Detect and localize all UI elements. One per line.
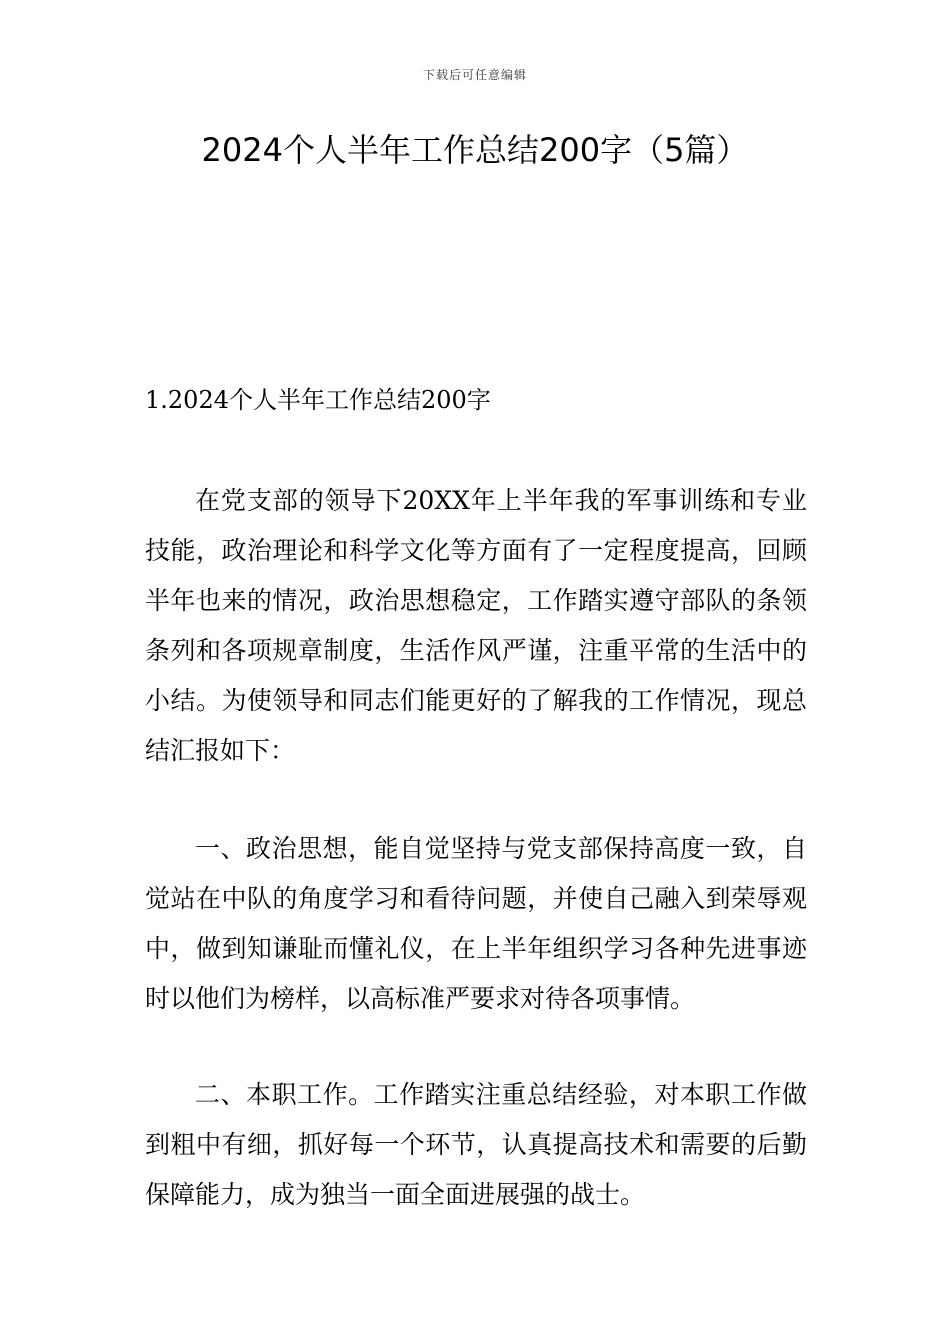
paragraph-political: 一、政治思想，能自觉坚持与党支部保持高度一致，自觉站在中队的角度学习和看待问题，并使自己融入到荣辱观中，做到知谦耻而懂礼仪，在上半年组织学习各种先进事迹时以他们为榜样，以高标准严要求对待各项事情。 (145, 834, 807, 1013)
header-watermark: 下载后可任意编辑 (422, 68, 527, 82)
paragraph-intro: 在党支部的领导下20XX年上半年我的军事训练和专业技能，政治理论和科学文化等方面有了一定程度提高，回顾半年也来的情况，政治思想稳定，工作踏实遵守部队的条领条列和各项规章制度，生活作风严谨，注重平常的生活中的小结。为使领导和同志们能更好的了解我的工作情况，现总结汇报如下： (145, 486, 807, 765)
section-heading: 1.2024个人半年工作总结200字 (145, 386, 491, 414)
paragraph-duty: 二、本职工作。工作踏实注重总结经验，对本职工作做到粗中有细，抓好每一个环节，认真提高技术和需要的后勤保障能力，成为独当一面全面进展强的战士。 (145, 1080, 807, 1209)
document-title: 2024个人半年工作总结200字（5篇） (201, 131, 749, 169)
